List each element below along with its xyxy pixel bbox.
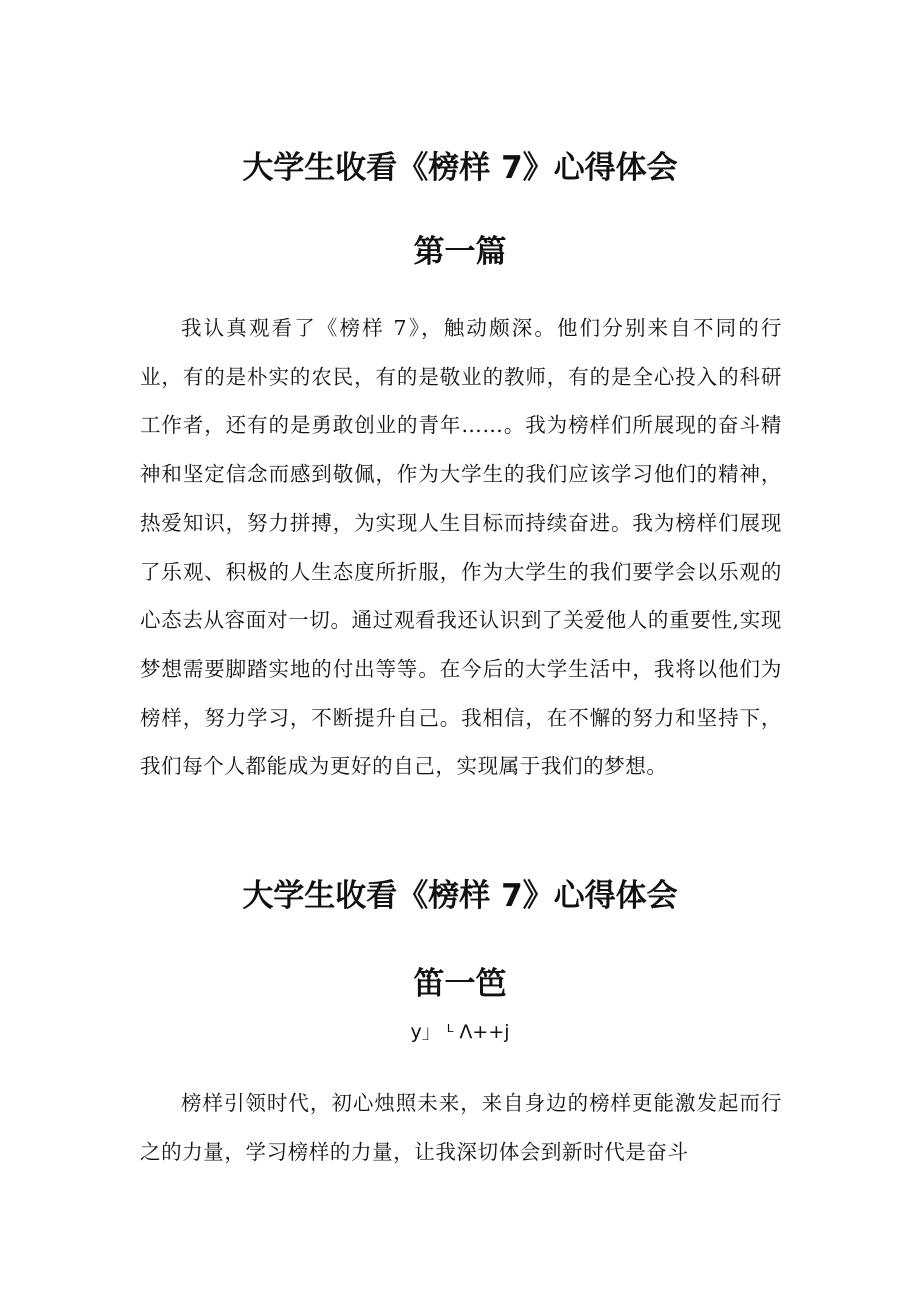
section-heading: 第一篇 (413, 234, 507, 270)
body-paragraph-second: 榜样引领时代，初心烛照未来，来自身边的榜样更能激发起而行之的力量，学习榜样的力量，让我深切体会到新时代是奋斗 (140, 1091, 782, 1164)
document-title-repeat: 大学生收看《榜样 7》心得体会 (242, 878, 678, 914)
garbled-text-line: y」 ᴸ Λ++j (410, 1021, 510, 1043)
section-heading-garbled: 笛一笆 (413, 966, 507, 1002)
body-paragraph: 我认真观看了《榜样 7》，触动颇深。他们分别来自不同的行业，有的是朴实的农民，有的是敬业的教师，有的是全心投入的科研工作者，还有的是勇敢创业的青年……。我为榜样们所展现的奋斗精神和坚定信念而感到敬佩，作为大学生的我们应该学习他们的精神，热爱知识，努力拼搏，为实现人生目标而持续奋进。我为榜样们展现了乐观、积极的人生态度所折服，作为大学生的我们要学会以乐观的心态去从容面对一切。通过观看我还认识到了关爱他人的重要性,实现梦想需要脚踏实地的付出等等。在今后的大学生活中，我将以他们为榜样，努力学习，不断提升自己。我相信，在不懈的努力和坚持下，我们每个人都能成为更好的自己，实现属于我们的梦想。 (140, 316, 782, 779)
document-title: 大学生收看《榜样 7》心得体会 (242, 150, 678, 186)
